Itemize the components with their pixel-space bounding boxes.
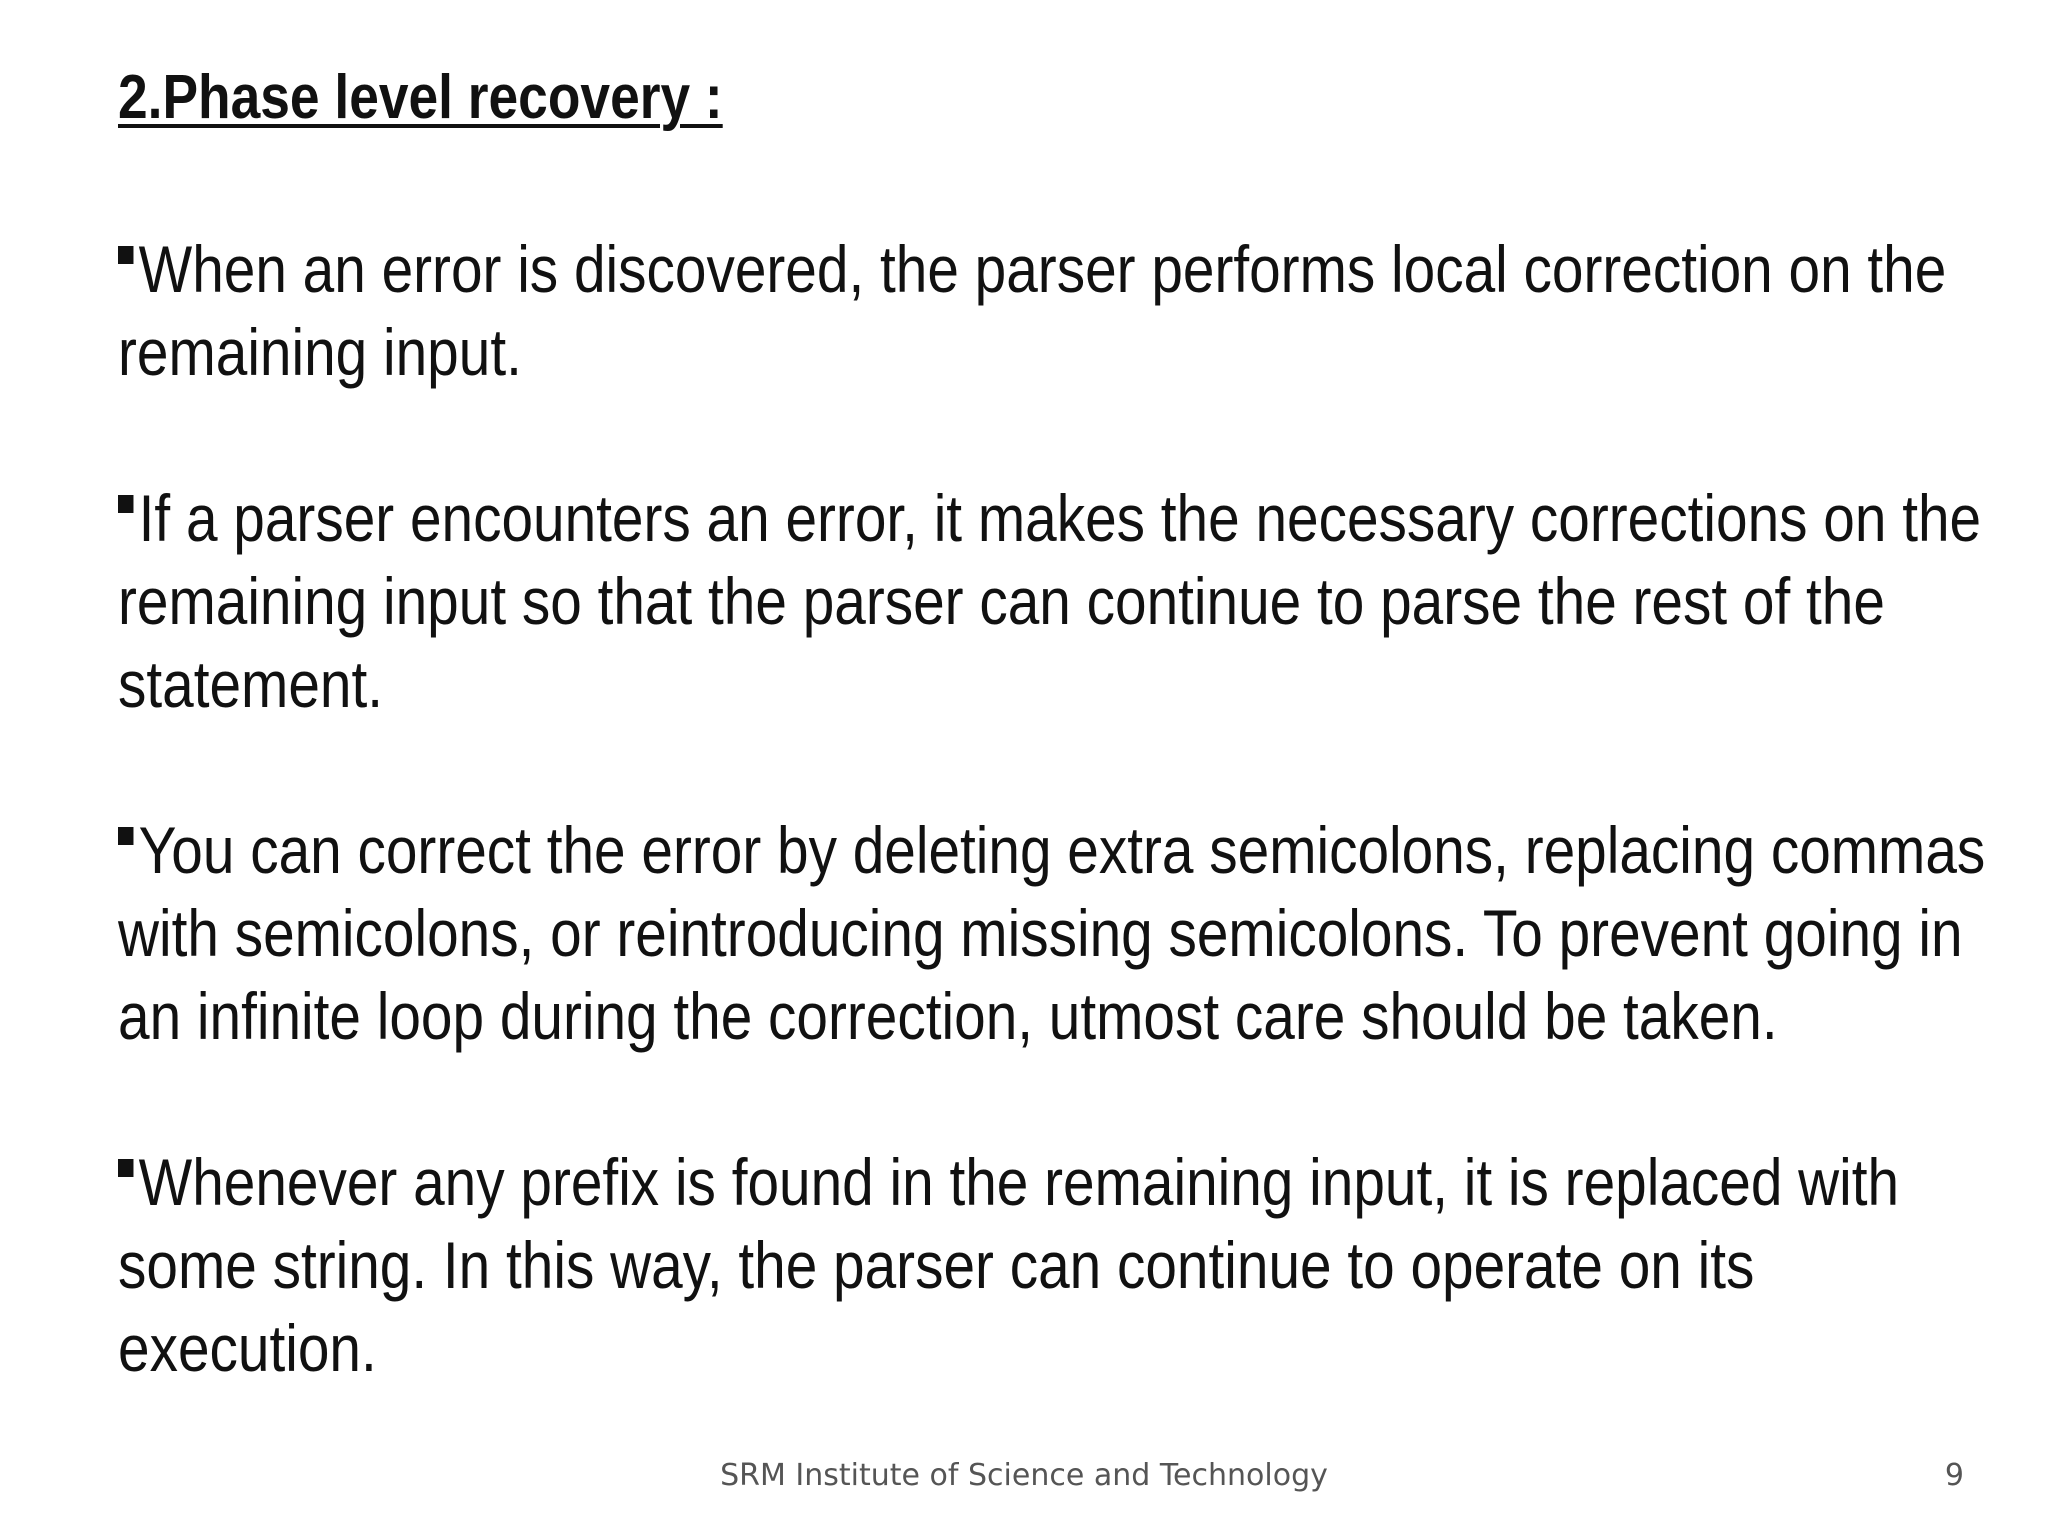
bullet-paragraph-2 xyxy=(118,477,1993,726)
bullet-paragraph-1 xyxy=(118,228,1993,394)
bullet-text-4: Whenever any prefix is found in the remaining input, it is replaced with some string. In this way, the parser can continue to operate on its execution. xyxy=(118,1145,1900,1385)
square-bullet-icon xyxy=(118,827,133,845)
bullet-paragraph-4 xyxy=(118,1141,1993,1390)
square-bullet-icon xyxy=(118,1159,133,1177)
bullet-text-3: You can correct the error by deleting extra semicolons, replacing commas with semicolons, or reintroducing missing semicolons. To prevent going in an infinite loop during the correction, utmost care should be taken. xyxy=(118,813,1986,1053)
slide-body xyxy=(118,228,1993,1473)
slide-footer: SRM Institute of Science and Technology xyxy=(720,1458,1328,1493)
slide-title: 2.Phase level recovery : xyxy=(118,63,723,132)
square-bullet-icon xyxy=(118,495,133,513)
page-number: 9 xyxy=(1944,1458,1964,1493)
square-bullet-icon xyxy=(118,246,133,264)
bullet-text-1: When an error is discovered, the parser performs local correction on the remaining input. xyxy=(118,232,1947,389)
bullet-paragraph-3 xyxy=(118,809,1993,1058)
bullet-text-2: If a parser encounters an error, it makes the necessary corrections on the remaining input so that the parser can continue to parse the rest of the statement. xyxy=(118,481,1982,721)
